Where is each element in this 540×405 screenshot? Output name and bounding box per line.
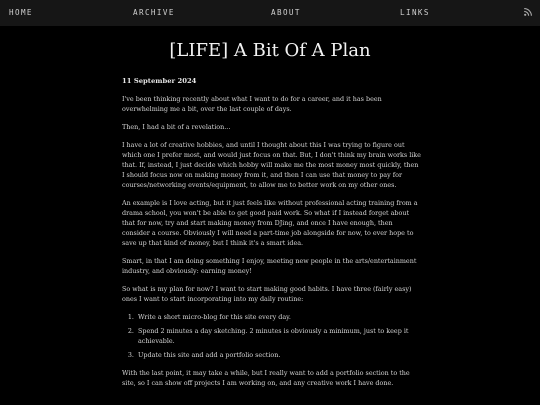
top-navigation-bar [0,0,540,26]
nav-home-link[interactable]: HOME [9,8,33,17]
post-title: [LIFE] A Bit Of A Plan [169,40,371,61]
rss-icon[interactable] [524,8,532,16]
habit-list-item: 1. Write a short micro-blog for this site every day. [136,312,422,322]
post-paragraph-closing: With the last point, it may take a while, but I really want to add a portfolio section to the site, so I can show off projects I am working on, and any creative work I have done. [122,369,410,387]
post-date: 11 September 2024 [122,77,197,85]
nav-about-link[interactable]: ABOUT [271,8,301,17]
post-paragraph: I've been thinking recently about what I want to do for a career, and it has been overwhelming me a bit, over the last couple of days. [122,95,382,113]
post-paragraph: So what is my plan for now? I want to start making good habits. I have three (fairly easy) ones I want to start incorporating into my daily routine: [122,285,412,303]
habit-list-item: 3. Update this site and add a portfolio section. [136,350,422,360]
post-content [122,76,422,396]
post-paragraph: I have a lot of creative hobbies, and until I thought about this I was trying to figure out which one I prefer most, and would just focus on that. But, I don't think my brain works like that. If, instead, I just decide which hobby will make me the most money most quickly, then I should focus now on making money from it, and then I can use that money to pay for courses/networking events/equipment, to allow me to better work on my other ones. [122,141,421,189]
post-paragraph: Then, I had a bit of a revelation... [122,123,231,131]
nav-links-link[interactable]: LINKS [400,8,430,17]
post-paragraph: Smart, in that I am doing something I enjoy, meeting new people in the arts/entertainment industry, and obviously: earning money! [122,257,417,275]
nav-archive-link[interactable]: ARCHIVE [133,8,175,17]
post-paragraph: An example is I love acting, but it just feels like without professional acting training from a drama school, you won't be able to get good paid work. So what if I instead forget about that for now, try and start making money from DJing, and once I have enough, then consider a course. Obviously I will need a part-time job alongside for now, to ever hope to save up that kind of money, but I think it's a smart idea. [122,199,418,247]
habit-list-item: 2. Spend 2 minutes a day sketching. 2 minutes is obviously a minimum, just to keep it achievable. [136,326,422,346]
habit-list [122,312,422,360]
